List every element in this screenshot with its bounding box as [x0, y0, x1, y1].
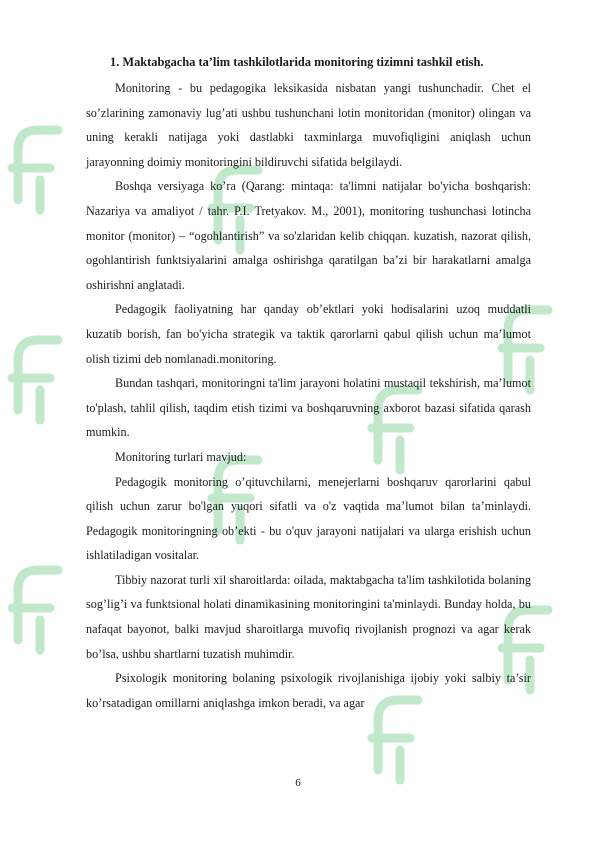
watermark-logo-icon — [12, 570, 58, 650]
document-body — [86, 52, 531, 715]
paragraph: Psixologik monitoring bolaning psixologik rivojlanishiga ijobiy yoki salbiy ta’sir ko’rsatadigan omillarni aniqlashga imkon beradi, va agar — [86, 671, 531, 710]
watermark-logo-icon — [12, 130, 58, 210]
paragraph: Pedagogik monitoring o’qituvchilarni, menejerlarni boshqaruv qarorlarini qabul qilish uchun zarur bo'lgan yuqori sifatli va o'z vaqtida ma’lumot bilan ta’minlaydi. Pedagogik monitoringning ob’ekti - bu o'quv jarayoni natijalari va ularga erishish uchun ishlatiladigan vositalar. — [86, 474, 531, 563]
watermark-logo-icon — [12, 340, 58, 420]
paragraph: Tibbiy nazorat turli xil sharoitlarda: oilada, maktabgacha ta'lim tashkilotida bolaning sog’lig’i va funktsional holati dinamikasining monitoringini ta'minlaydi. Bunday holda, bu nafaqat bayonot, balki mavjud sharoitlarga muvofiq rivojlanish prognozi va agar kerak bo’lsa, ushbu shartlarni tuzatish muhimdir. — [86, 572, 531, 661]
page-number: 6 — [295, 777, 301, 789]
paragraph: Pedagogik faoliyatning har qanday ob’ektlari yoki hodisalarini uzoq muddatli kuzatib borish, fan bo'yicha strategik va taktik qarorlarni qabul qilish uchun ma’lumot olish tizimi deb nomlanadi.monitoring. — [86, 302, 531, 366]
paragraph: Boshqa versiyaga ko’ra (Qarang: mintaqa: ta'limni natijalar bo'yicha boshqarish: Nazariya va amaliyot / tahr. P.I. Tretyakov. M., 2001), monitoring tushunchasi lotincha monitor (monitor) – “ogohlantirish” va so'zlaridan kelib chiqqan. kuzatish, nazorat qilish, ogohlantirish funktsiyalarini amalga oshirishga qaratilgan ba’zi bir harakatlarni amalga oshirishni anglatadi. — [86, 179, 531, 292]
paragraph: Bundan tashqari, monitoringni ta'lim jarayoni holatini mustaqil tekshirish, ma’lumot to'plash, tahlil qilish, taqdim etish tizimi va boshqaruvning axborot bazasi sifatida qarash mumkin. — [86, 376, 531, 440]
paragraph: Monitoring - bu pedagogika leksikasida nisbatan yangi tushunchadir. Chet el so’zlarining zamonaviy lug’ati ushbu tushunchani lotin monitoridan (monitor) olingan va uning kerakli natijaga yoki dastlabki taxminlarga muvofiqligini aniqlash uchun jarayonning doimiy monitoringini bildiruvchi sifatida belgilaydi. — [86, 81, 531, 169]
section-heading: 1. Maktabgacha ta’lim tashkilotlarida monitoring tizimni tashkil etish. — [110, 55, 484, 69]
paragraph: Monitoring turlari mavjud: — [115, 449, 247, 464]
